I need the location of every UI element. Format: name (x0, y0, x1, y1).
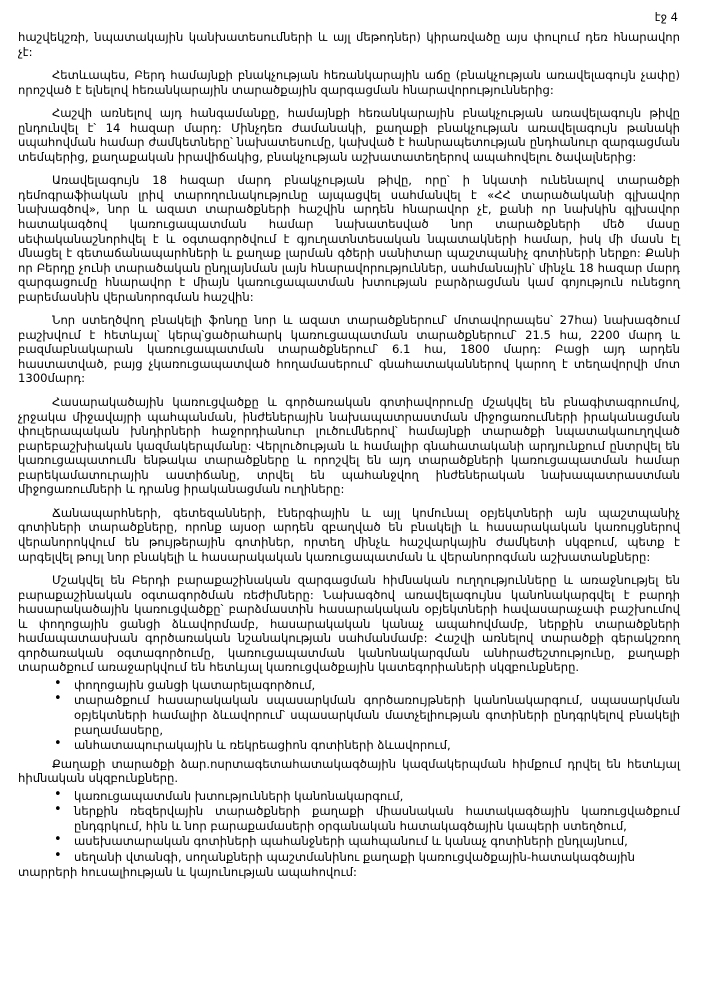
paragraph: Ճանապարհների, գետեզանների, էներգիային և այլ կոմունալ օբյեկտների այն պաշտպանիչ գոտիների տարածքները, որոնք այսօր արդեն զբաղված են բնակելի և հասարակական կառույցներով վերանորոկվում են թույթերային գոտիներ, որտեղ մինչև հաշվարկային ժամկետի սկզբում, պետք է արգելվել թույլ նոր բնակելի և հասարակական կառուցապատման և վերանորոգման աշխատանքները: (18, 505, 680, 564)
paragraph: Հաշվի առնելով այդ հանգամանքը, համայնքի հեռանկարային բնակչության առավելագույն թիվը ընդունվել է՝ 14 հազար մարդ: Մինչդեռ ժամանակի, քաղաքի բնակչության առավելագույն թանակի սպահովման համար ժամկետները՝ նախատեսումը, կախված է հանրապետության ընդհանուր զարգացման տեմպերից, քաղաքական իրավիճակից, բնակչության աշխատատեղերով ապահովելու ծավալներից: (18, 106, 680, 164)
paragraph: Քաղաքի տարածքի ձար.ոսրտագետահատակագծային կազմակերպման հիմքում դրվել են հետևյալ հիմնական սկզբունքները. (18, 756, 680, 786)
list-item: • փողոցային ցանցի կատարելագործում, (18, 678, 680, 693)
bullet-list-first (18, 678, 680, 753)
paragraph-tail: տարրերի հուսալիության և կայունության ապահովում: (18, 865, 357, 880)
paragraph: հաշվեկշռի, նպատակային կանխատեսումների և այլ մեթոդներ) կիրառվածը այս փուլում դեռ հնարավոր չէ: (18, 30, 680, 59)
list-item: • ասեխատարական գոտիների պահանջների պահպանում և կանաչ գոտիների ընդլայնում, (18, 834, 680, 849)
paragraph: Հասարակածային կառուցվածքը և գործառական գոտիավորումը մշակվել են բնագիտագրումով, չրջակա միջավայրի պահպանման, ինժեներային նախապատրաստման միջոցառումների իրականացման փուլերապական խնդիրների հաջորդիանուր լուծումներով՝ համայնքի տարածքի նպատակաուղղված բարեբաշխիական կազմակերպմանը: Վերլուծության և համալիր գնահատականի արդյունքում ընտրվել են կառուցապատումն ենթակա տարածքները և որոշվել են այդ տարածքների կառուցապատման համար բարեկամատուրային աստիճանը, տրվել են պահանջվող ինժեներական նախապատրաստման միջոցառումների և դրանց իրականացման ուղիները: (18, 395, 680, 497)
list-item: • սեղանի վտանգի, սողանքների պաշտմանինու քաղաքի կառուցվածքային-հատակագծային (18, 850, 680, 865)
paragraph: Նոր ստեղծվող բնակելի ֆոնդը նոր և ազատ տարածքներում՝ մոտավորապես՝ 27հա) նախագծում բաշխվում է հետևյալ՝ կերպ՝ցածրահարկ կառուցապատման տարածքներում՝ 21.5 հա, 2200 մարդ և բազմաբնակարան կառուցապատման տարածքներում՝ 6.1 հա, 1800 մարդ: Բացի այդ արդեն հաստատված, բայց չկառուցապատված հողամասերում՝ գնահատականներով կարող է տեղավորվի մոտ 1300մարդ: (18, 313, 680, 386)
bullet-list-second (18, 789, 680, 865)
paragraph: Առավելագույն 18 հազար մարդ բնակչության թիվը, որը՝ ի նկատի ունենալով տարածքի դեմոգրաֆիական լրիվ տարողունակությունը այպացվել սահմանվել է «ՀՀ տարածականի գլխավոր նախագծով», նոր և ազատ տարածքների հաշվին արդեն հնարավոր չէ, քանի որ նախկին գլխավոր հատակագծով կառուցապատման համար նախատեսված նոր տարածքների մեծ մասը սեփականաշնորհվել է և օգտագործվում է գյուղատնտեսական նպատակների համար, իսկ մի մասն էլ մնացել է գետաճանապարհների և քաղաք լարման գծերի սանիտար պաշտպանիչ գոտիների ներքո: Քանի որ Բերդը չունի տարածական ընդլայնման լայն հնարավորություններ, սահմանային՝ մինչև 18 հազար մարդ զարգացումը հնարավոր է միայն կառուցապատման խտության բարձրացման կամ գոյություն ունեցող բարեմասնին վերանորոգման հաշվին: (18, 173, 680, 304)
page-number-header: էջ 4 (654, 10, 678, 24)
list-item: • անհատապուրակային և ռեկրեացիոն գոտիների ձևավորում, (18, 738, 680, 753)
list-item: • տարածքում հասարակական սպասարկման գործառույթների կանոնակարգում, սպասարկման օբյեկտների համալիր ձևավորում՝ սպասարկման մատչելիության գոտիների ընդգրկելով բնակելի բաղամասերը, (18, 693, 680, 737)
list-item: • ներքին ռեզերվային տարածքների քաղաքի միասնական հատակագծային կառուցվածքում ընդգրկում, հին և նոր բարաքամասերի օրգանական հատակագծային կապերի ստեղծում, (18, 804, 680, 833)
paragraph: Մշակվել են Բերդի բարաքաշինական զարգացման հիմնական ուղղությունները և առաջնությել են բարաքաշինական օգտագործման ռեժիմները: Նախագծով առավելագույնս կանոնակարգվել է բարդի հասարակածային կառուցվածքը՝ բարձմաստին հասարակական օբյեկտների հավասարաչափ բաշխումով և փողոցային ցանցի ձևավորմամբ, հասարակական կանաչ ապահովմամբ, ներքին տարածքների համապատասխան գործառական նշանակության սահմանմամբ: Հաշվի առնելով տարածքի գերակշռող գործառական օգտագործումը, կառուցապատման կանոնակարգման անհրաժեշտությունը, քաղաքի տարածքում առաջարկվում են հետևյալ կառուցվածքային կատեգորիաների սկզբունքները. (18, 573, 680, 675)
paragraph: Հետևապես, Բերդ համայնքի բնակչության հեռանկարային աճը (բնակչության առավելագույն չափը) որոշված է ելնելով հեռանկարային տարածքային զարգացման հնարավորություններից: (18, 68, 680, 97)
list-item: • կառուցապատման խտությունների կանոնակարգում, (18, 789, 680, 804)
